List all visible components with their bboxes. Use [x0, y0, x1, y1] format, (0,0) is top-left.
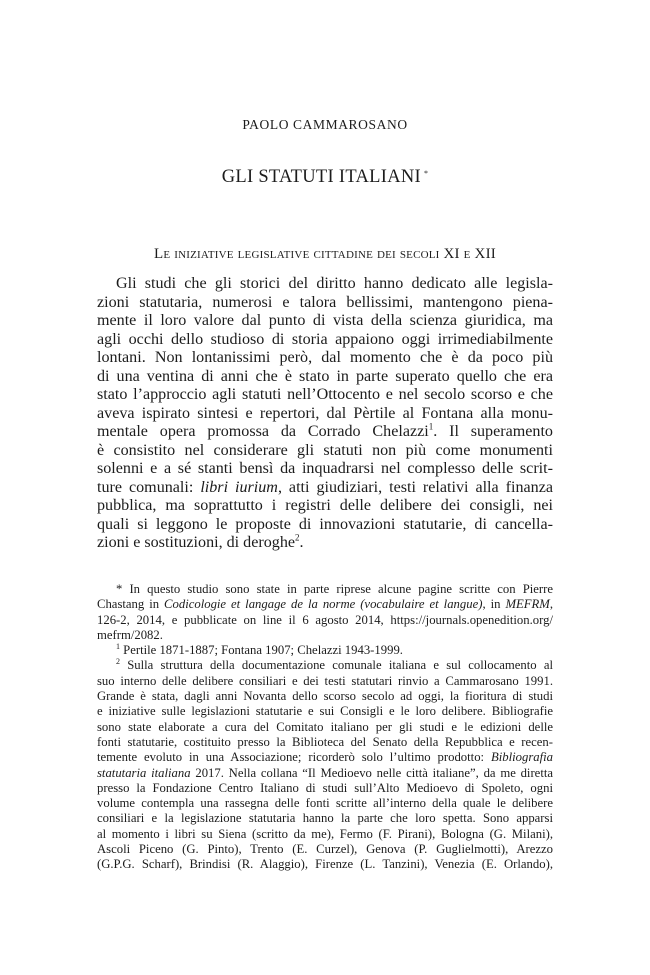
body-text: . — [299, 534, 304, 551]
footnote-2-line — [97, 658, 553, 673]
article-title — [0, 167, 650, 188]
footnote-star-line: 126-2, 2014, e pubblicate on line il 6 agosto 2014, https://journals.openedition.org/ — [97, 612, 553, 627]
footnote-italic: Bibliografia — [490, 750, 553, 765]
body-line — [97, 423, 553, 442]
footnote-star-line: mefrm/2082. — [97, 627, 163, 642]
body-line: è consistito nel considerare gli statuti non più come monumenti — [97, 441, 553, 459]
footnote-italic: Codicologie et langage de la norme (vocabulaire et langue) — [164, 597, 483, 612]
footnote-text: , in — [482, 597, 506, 612]
title-footnote-marker: * — [423, 169, 429, 178]
body-line: di una ventina di anni che è stato in parte superato quello che era — [97, 367, 553, 385]
body-line — [97, 479, 553, 498]
footnote-italic: statutaria italiana — [97, 765, 191, 780]
footnote-text: , — [549, 597, 553, 612]
footnote-2-line: Ascoli Piceno (G. Pinto), Trento (E. Curzel), Genova (P. Guglielmotti), Arezzo — [97, 842, 553, 857]
body-line: Gli studi che gli storici del diritto hanno dedicato alle legisla- — [116, 275, 553, 292]
body-line: pubblica, ma soprattutto i registri delle delibere dei consigli, nei — [97, 497, 553, 514]
body-line: stato l’approccio agli statuti nell’Ottocento e nel secolo scorso e che — [97, 386, 553, 403]
body-line: mente il loro valore dal punto di vista della scienza giuridica, ma — [97, 312, 553, 329]
footnote-2-line: Grande è stata, dagli anni Novanta dello scorso secolo ad oggi, la fioritura di studi — [97, 689, 553, 704]
author-name: PAOLO CAMMAROSANO — [242, 117, 408, 132]
body-text: , atti giudiziari, testi relativi alla finanza — [277, 478, 553, 496]
body-line: agli occhi dello studioso di storia appaiono oggi irrimediabilmente — [97, 330, 553, 348]
footnote-1 — [97, 643, 553, 658]
body-line — [97, 534, 553, 553]
footnote-2-line: consiliari e la legislazione statutaria hanno la parte che loro spetta. Sono apparsi — [97, 811, 553, 826]
footnote-2-line — [97, 750, 553, 765]
body-text: ture comunali: — [97, 478, 201, 496]
footnote-text: Sulla struttura della documentazione comunale italiana e sul collocamento al — [120, 658, 553, 673]
footnote-star-line: * In questo studio sono state in parte riprese alcune pagine scritte con Pierre — [116, 582, 553, 596]
italic-term: libri iurium — [200, 478, 278, 496]
footnote-text: 2017. Nella collana “Il Medioevo nelle città italiane”, da me diretta — [190, 765, 553, 780]
footnote-ref-2: 2 — [295, 532, 300, 543]
footnote-italic: MEFRM — [505, 597, 550, 612]
footnote-2-line: e iniziative sulle legislazioni statutarie e sui Consigli e le loro delibere. Bibliografie — [97, 704, 553, 719]
body-text: . Il superamento — [433, 423, 553, 440]
footnote-ref-1: 1 — [428, 421, 434, 432]
footnote-2-line: volume contempla una rassegna delle fonti scritte all’interno della quale le delibere — [97, 796, 553, 811]
body-text: zioni e sostituzioni, di deroghe — [97, 534, 296, 551]
footnotes — [97, 582, 553, 873]
footnote-2-line: sono state elaborate a cura del Comitato italiano per gli studi e le edizioni delle — [97, 719, 553, 734]
body-paragraph — [97, 275, 553, 553]
footnote-star-line — [97, 597, 553, 612]
body-line: quali si leggono le proposte di innovazioni statutarie, di cancella- — [97, 515, 553, 533]
body-text: mentale opera promossa da Corrado Chelazzi — [97, 423, 429, 440]
body-line: aveva ispirato sintesi e repertori, dal Pèrtile al Fontana alla monu- — [97, 404, 553, 422]
section-heading: Le iniziative legislative cittadine dei secoli XI e XII — [154, 246, 496, 262]
footnote-2-line — [97, 766, 553, 781]
footnote-1-marker: 1 — [116, 641, 120, 651]
footnote-2-line: presso la Fondazione Centro Italiano di studi sull’Alto Medioevo di Spoleto, ogni — [97, 780, 553, 795]
footnote-2-marker: 2 — [116, 657, 120, 667]
body-line: zioni statutaria, numerosi e talora bellissimi, mantengono piena- — [97, 293, 553, 311]
article-title-text: GLI STATUTI ITALIANI — [221, 167, 421, 187]
footnote-text: Chastang in — [97, 597, 165, 612]
body-line: lontani. Non lontanissimi però, dal momento che è da poco più — [97, 349, 553, 366]
footnote-2-line: (G.P.G. Scharf), Brindisi (R. Alaggio), Firenze (L. Tanzini), Venezia (E. Orlando), — [97, 857, 553, 872]
footnote-2-line: fonti statutarie, costituito presso la Biblioteca del Senato della Repubblica e recen- — [97, 734, 553, 749]
footnote-2-line: al momento i libri su Siena (scritto da me), Fermo (F. Pirani), Bologna (G. Milani), — [97, 826, 553, 841]
footnote-text: Pertile 1871-1887; Fontana 1907; Chelazzi 1943-1999. — [120, 643, 403, 658]
footnote-text: temente evoluto in una Associazione; ricorderò solo l’ultimo prodotto: — [97, 750, 491, 765]
footnote-2-line: suo interno delle delibere consiliari e dei testi statutari rinvio a Cammarosano 1991. — [97, 673, 553, 688]
body-line: solenni e a sé stanti bensì da inquadrarsi nel complesso delle scrit- — [97, 460, 553, 477]
